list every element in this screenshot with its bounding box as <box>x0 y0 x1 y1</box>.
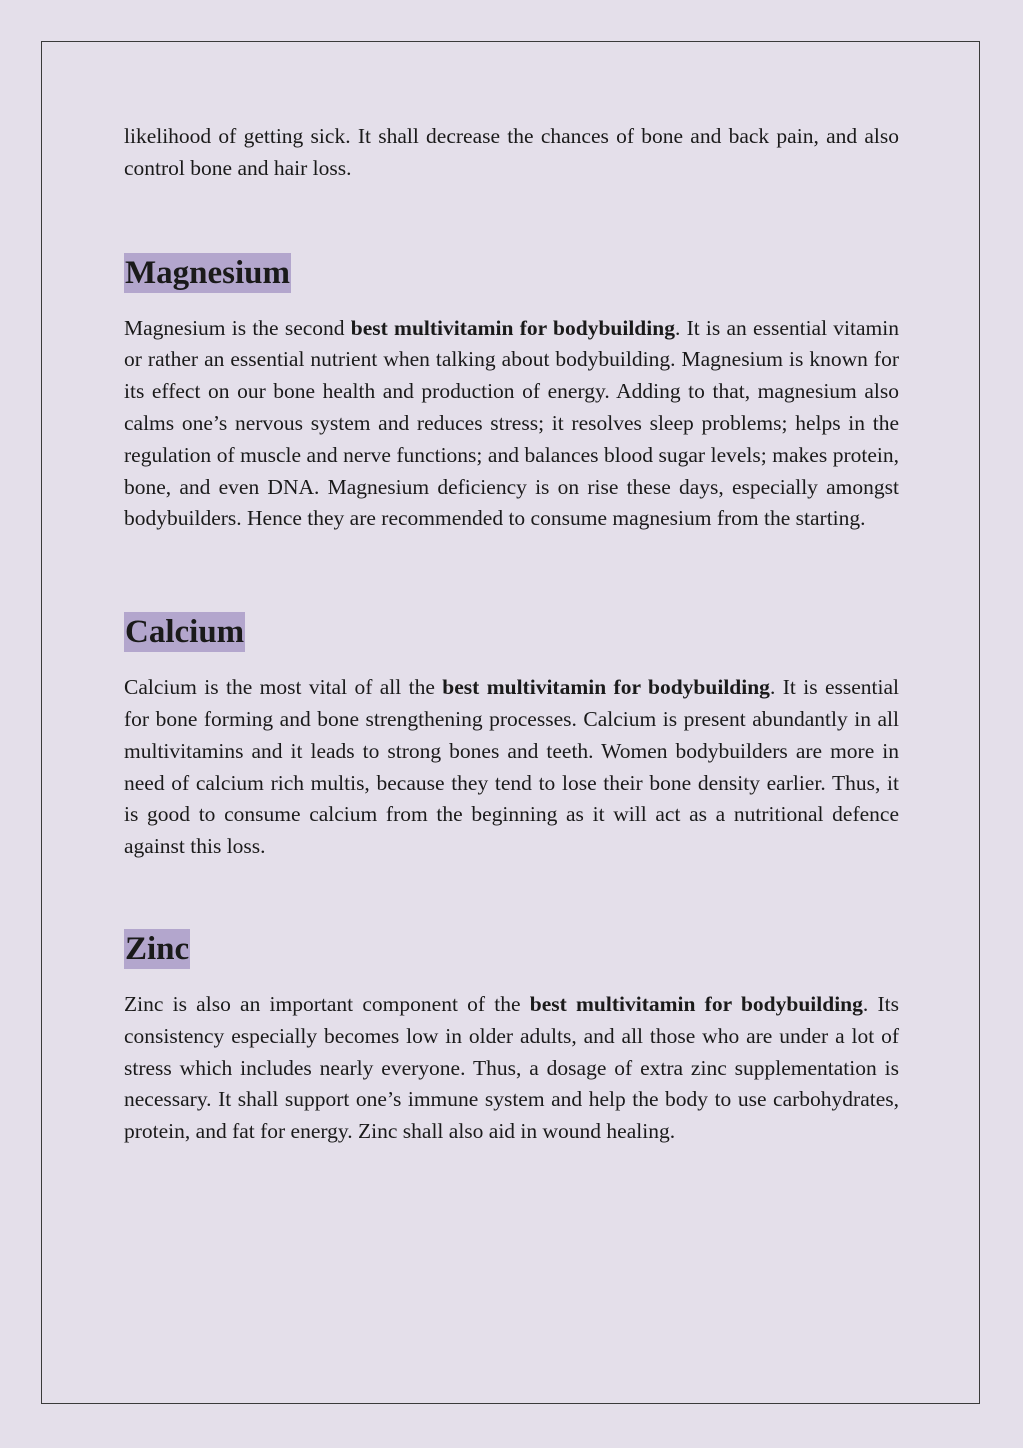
paragraph-text: Magnesium is the second <box>124 315 351 340</box>
section-heading-calcium: Calcium <box>125 614 245 651</box>
section-calcium <box>124 612 899 863</box>
keyword-bold: best multivitamin for bodybuilding <box>350 315 675 340</box>
paragraph-text: . Its consistency especially becomes low in older adults, and all those who are under a lot of stress which includes nearly everyone. Thus, a dosage of extra zinc supplementation is necessary. It shall support one’s immune system and help the body to use carbohydrates, protein, and fat for energy. Zinc shall also aid in wound healing. <box>124 991 899 1144</box>
paragraph-text: Zinc is also an important component of the <box>124 991 530 1016</box>
section-zinc <box>124 929 899 1148</box>
intro-paragraph: likelihood of getting sick. It shall decrease the chances of bone and back pain, and also control bone and hair loss. <box>124 124 899 180</box>
section-magnesium <box>124 253 899 536</box>
paragraph-text: Calcium is the most vital of all the <box>124 675 443 700</box>
keyword-bold: best multivitamin for bodybuilding <box>529 991 863 1016</box>
section-heading-magnesium: Magnesium <box>125 254 290 291</box>
paragraph-text: . It is an essential vitamin or rather an essential nutrient when talking about bodybuilding. Magnesium is known for its effect on our bone health and production of energy. Adding to that, magnesium also calms one’s nervous system and reduces stress; it resolves sleep problems; helps in the regulation of muscle and nerve functions; and balances blood sugar levels; makes protein, bone, and even DNA. Magnesium deficiency is on rise these days, especially amongst bodybuilders. Hence they are recommended to consume magnesium from the starting. <box>124 315 899 531</box>
section-paragraph-magnesium <box>124 313 899 536</box>
paragraph-text: . It is essential for bone forming and bone strengthening processes. Calcium is present abundantly in all multivitamins and it leads to strong bones and teeth. Women bodybuilders are more in need of calcium rich multis, because they tend to lose their bone density earlier. Thus, it is good to consume calcium from the beginning as it will act as a nutritional defence against this loss. <box>124 675 899 859</box>
section-paragraph-zinc <box>124 989 899 1148</box>
section-paragraph-calcium <box>124 672 899 863</box>
keyword-bold: best multivitamin for bodybuilding <box>442 675 770 700</box>
section-heading-zinc: Zinc <box>125 930 190 967</box>
document-content <box>124 121 899 1148</box>
